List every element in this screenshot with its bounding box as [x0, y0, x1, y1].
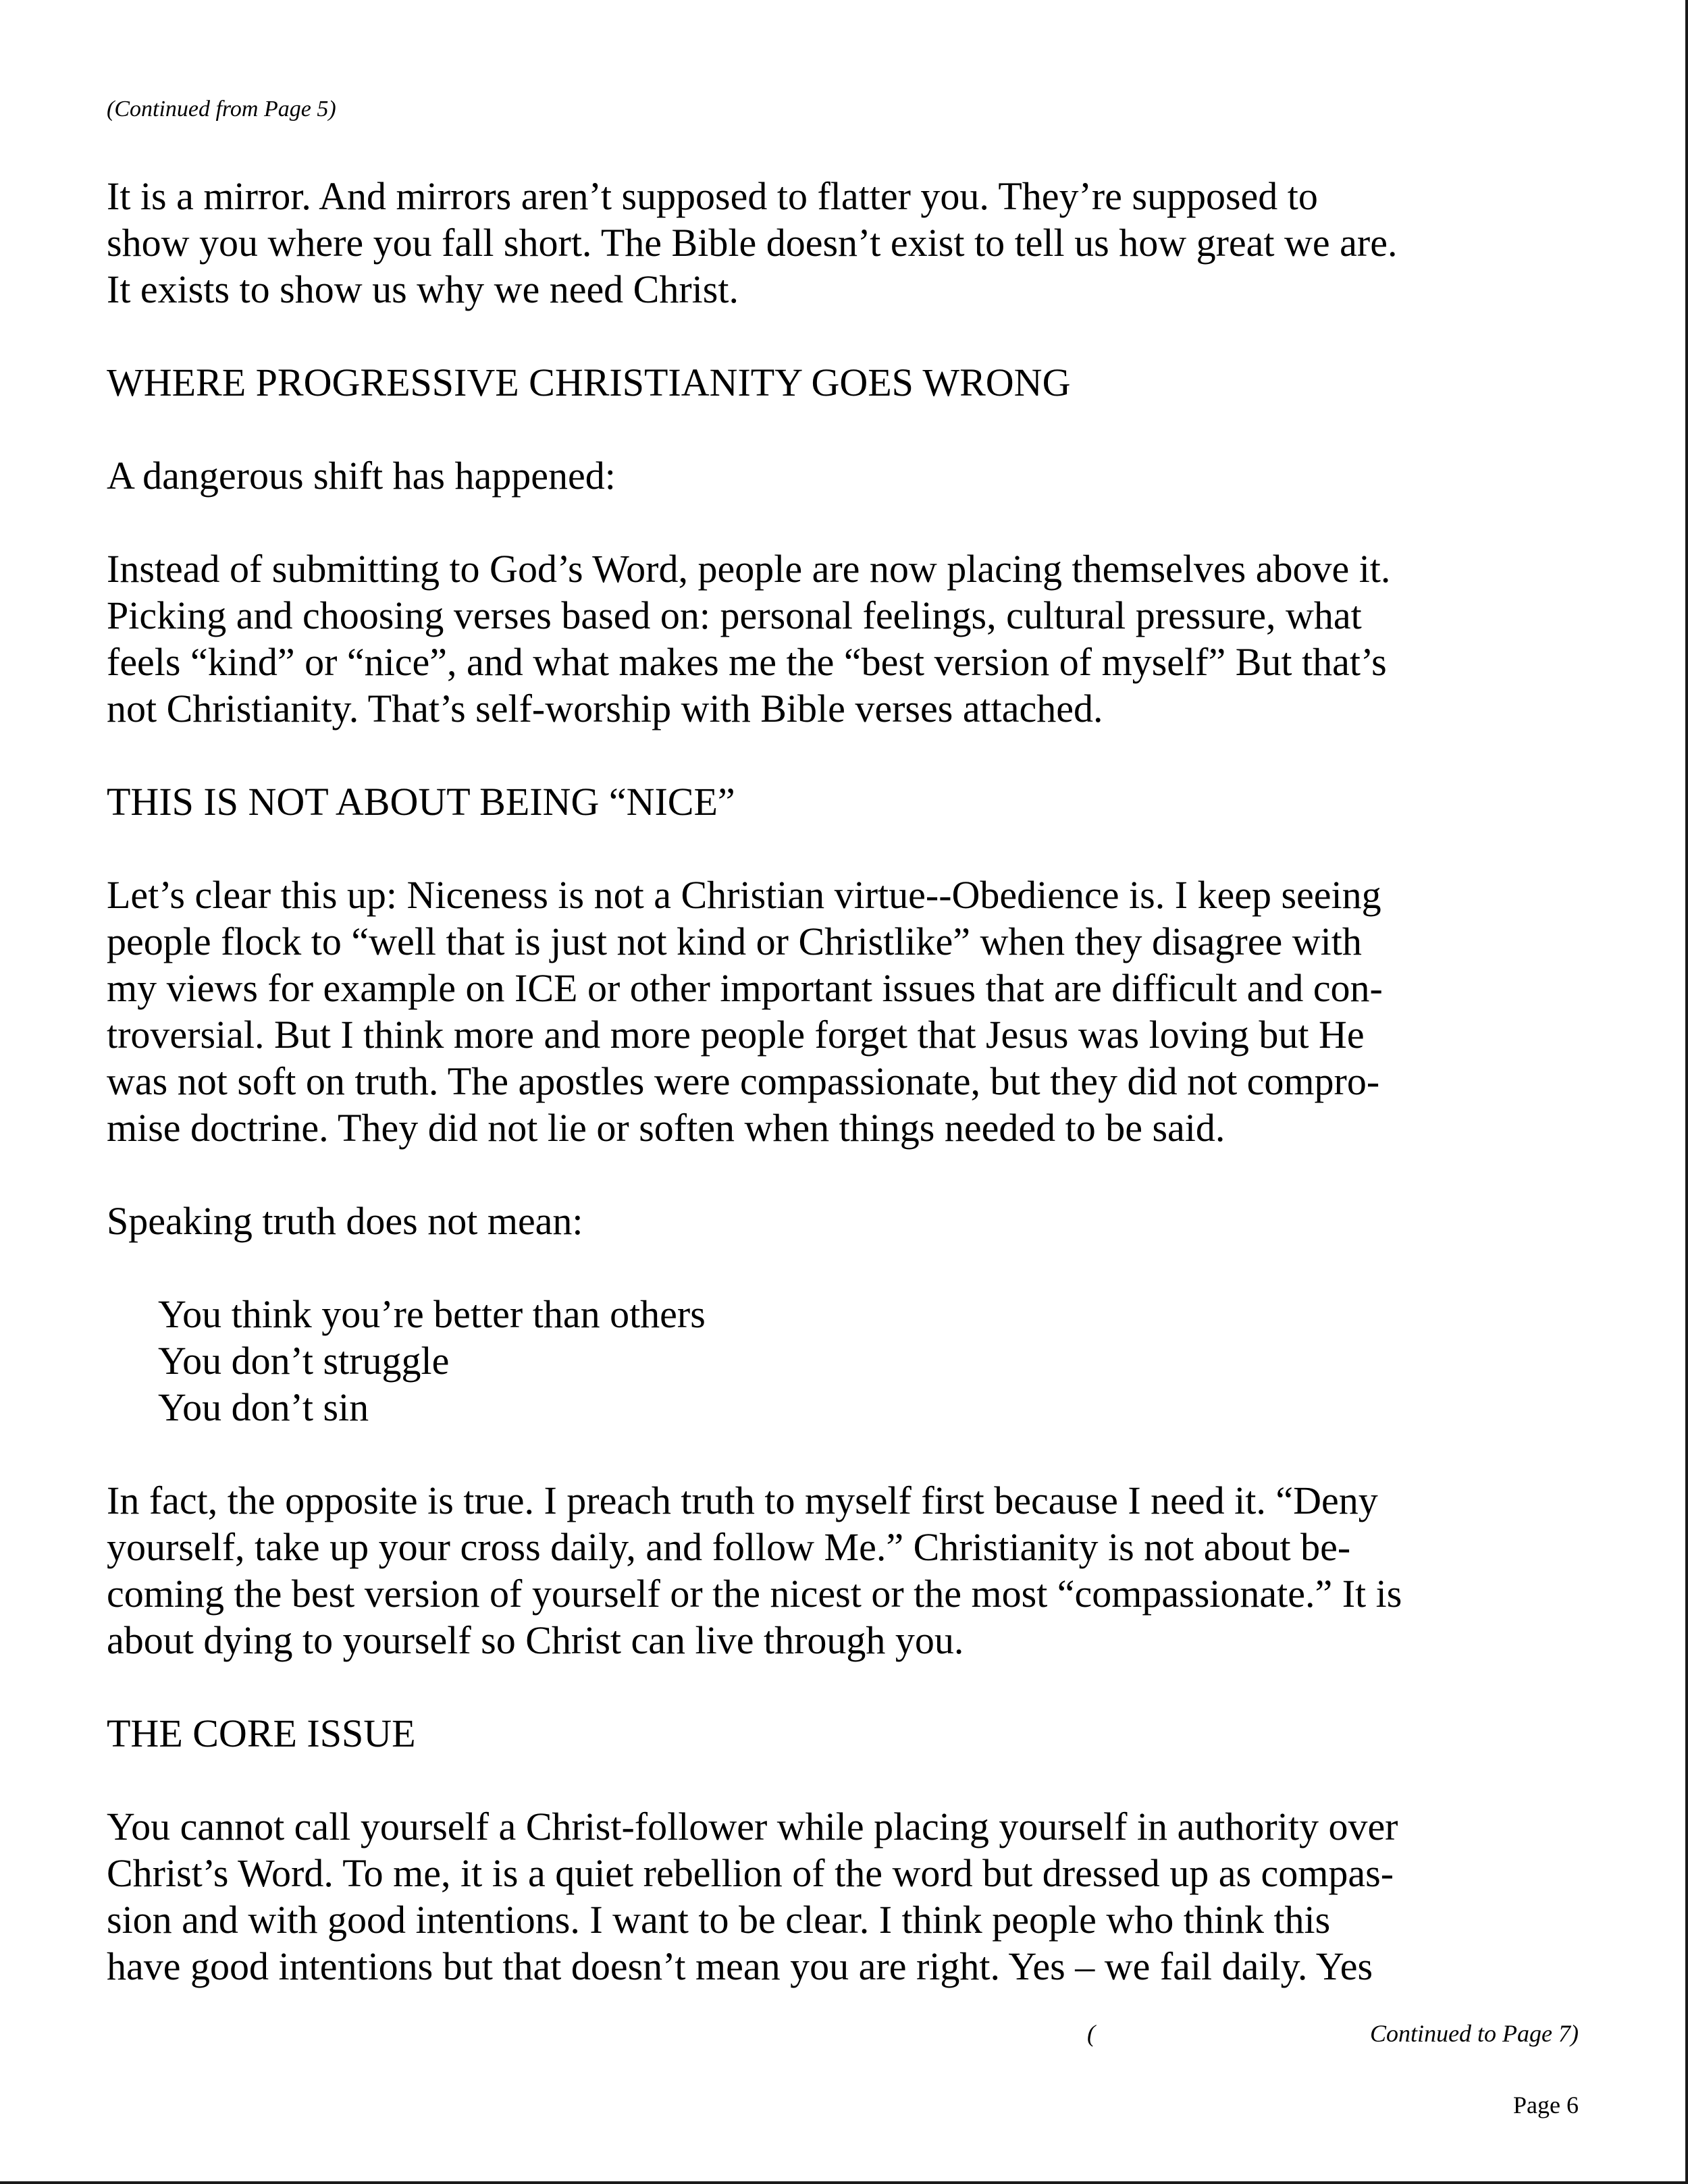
continued-to-note: Continued to Page 7): [1370, 2020, 1579, 2047]
continued-open-paren: (: [1087, 2020, 1095, 2047]
instead-line: Instead of submitting to God’s Word, people are now placing themselves above it.: [107, 547, 1391, 591]
instead-line: not Christianity. That’s self-worship with Bible verses attached.: [107, 687, 1103, 730]
instead-paragraph: [107, 545, 1585, 732]
in-fact-line: coming the best version of yourself or the nicest or the most “compassionate.” It is: [107, 1572, 1402, 1616]
intro-line: It is a mirror. And mirrors aren’t supposed to flatter you. They’re supposed to: [107, 174, 1318, 218]
niceness-line: was not soft on truth. The apostles were compassionate, but they did not compro-: [107, 1059, 1380, 1103]
niceness-line: my views for example on ICE or other important issues that are difficult and con-: [107, 966, 1383, 1010]
page-number: Page 6: [1513, 2092, 1579, 2119]
in-fact-paragraph: [107, 1477, 1585, 1663]
niceness-line: Let’s clear this up: Niceness is not a Christian virtue--Obedience is. I keep seeing: [107, 873, 1381, 917]
not-mean-list: [158, 1291, 1585, 1431]
niceness-line: people flock to “well that is just not kind or Christlike” when they disagree with: [107, 920, 1362, 963]
core-line: Christ’s Word. To me, it is a quiet rebellion of the word but dressed up as compas-: [107, 1851, 1394, 1895]
in-fact-line: about dying to yourself so Christ can live through you.: [107, 1618, 964, 1662]
section-heading-nice: THIS IS NOT ABOUT BEING “NICE”: [107, 780, 735, 824]
core-line: sion and with good intentions. I want to be clear. I think people who think this: [107, 1898, 1331, 1942]
page-border-bottom: [0, 2181, 1688, 2184]
instead-line: feels “kind” or “nice”, and what makes me the “best version of myself” But that’s: [107, 640, 1387, 684]
article-body: [107, 173, 1585, 1990]
list-item: You don’t struggle: [158, 1339, 450, 1383]
in-fact-line: yourself, take up your cross daily, and follow Me.” Christianity is not about be-: [107, 1525, 1351, 1569]
speaking-paragraph: Speaking truth does not mean:: [107, 1199, 583, 1243]
core-line: You cannot call yourself a Christ-follower while placing yourself in authority over: [107, 1805, 1398, 1848]
intro-paragraph: [107, 173, 1585, 313]
niceness-paragraph: [107, 872, 1585, 1151]
niceness-line: mise doctrine. They did not lie or soften when things needed to be said.: [107, 1106, 1225, 1150]
continued-from-note: (Continued from Page 5): [107, 97, 336, 122]
core-line: have good intentions but that doesn’t mean you are right. Yes – we fail daily. Yes: [107, 1944, 1373, 1988]
list-item: You don’t sin: [158, 1385, 369, 1429]
section-heading-progressive: WHERE PROGRESSIVE CHRISTIANITY GOES WRONG: [107, 361, 1071, 404]
core-paragraph: [107, 1803, 1585, 1990]
in-fact-line: In fact, the opposite is true. I preach truth to myself first because I need it. “Deny: [107, 1479, 1378, 1522]
intro-line: show you where you fall short. The Bible doesn’t exist to tell us how great we are.: [107, 221, 1398, 265]
page-border-right: [1685, 0, 1688, 2184]
intro-line: It exists to show us why we need Christ.: [107, 267, 739, 311]
instead-line: Picking and choosing verses based on: personal feelings, cultural pressure, what: [107, 593, 1362, 637]
niceness-line: troversial. But I think more and more people forget that Jesus was loving but He: [107, 1013, 1365, 1057]
section-heading-core: THE CORE ISSUE: [107, 1711, 416, 1755]
list-item: You think you’re better than others: [158, 1292, 706, 1336]
shift-paragraph: A dangerous shift has happened:: [107, 454, 616, 498]
